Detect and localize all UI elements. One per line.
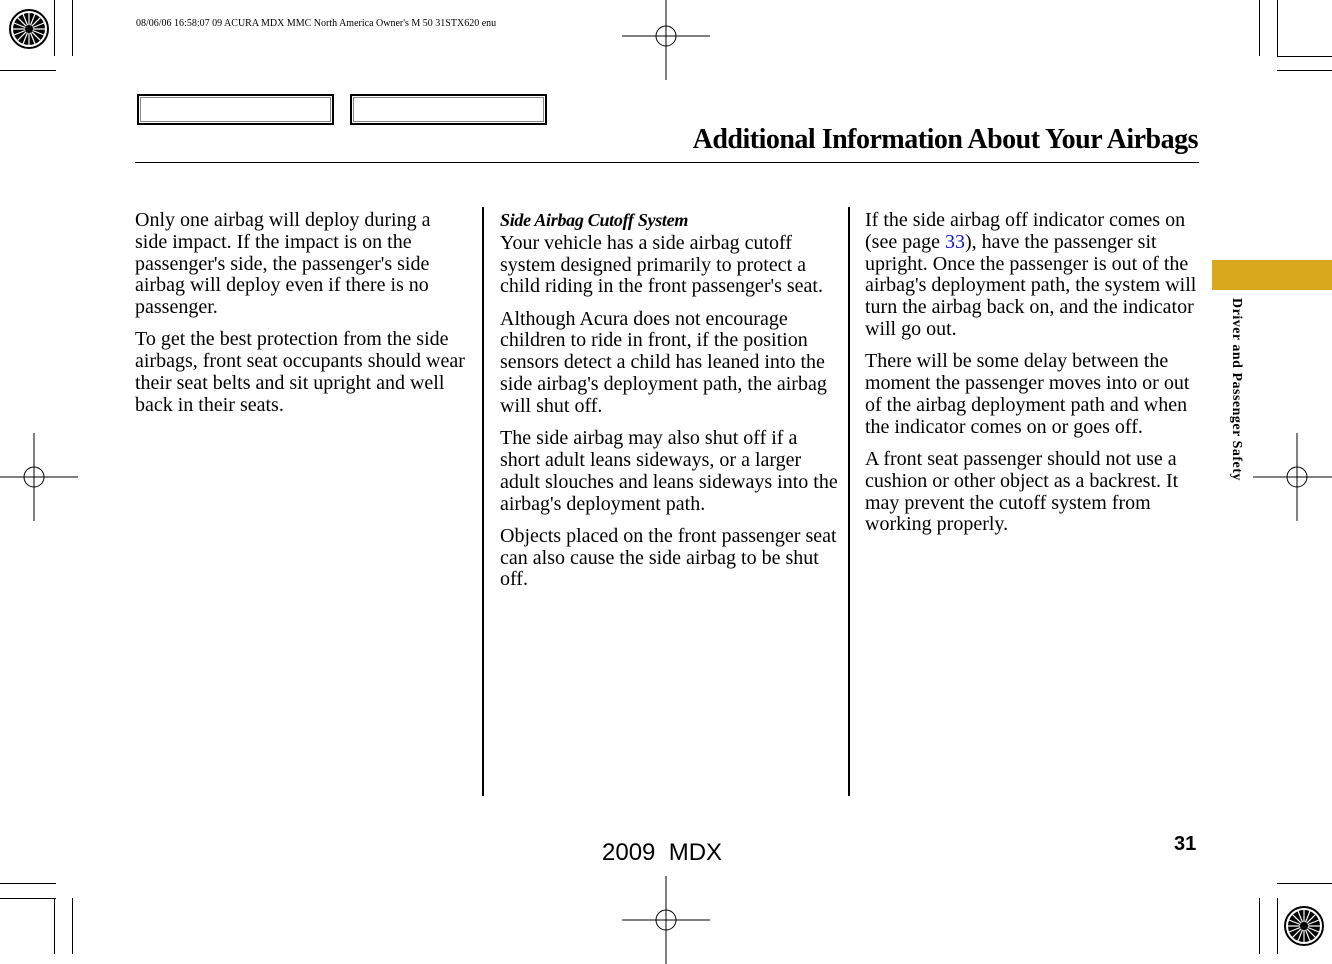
page-title: Additional Information About Your Airbags xyxy=(692,124,1198,155)
column-1 xyxy=(135,210,465,427)
paragraph xyxy=(865,210,1205,341)
crop-mark xyxy=(1277,0,1278,56)
crop-mark xyxy=(1277,898,1278,954)
paragraph: Objects placed on the front passenger seat can also cause the side airbag to be shut off. xyxy=(500,524,837,591)
crop-mark xyxy=(54,0,55,56)
crosshair-icon xyxy=(0,433,78,521)
crop-mark xyxy=(0,898,56,899)
crosshair-icon xyxy=(1253,433,1332,521)
paragraph: To get the best protection from the side airbags, front seat occupants should wear their seat belts and sit upright and well back in their seats. xyxy=(135,328,465,416)
page-number: 31 xyxy=(1174,833,1197,855)
crop-mark xyxy=(54,898,55,954)
crop-mark xyxy=(1277,883,1332,884)
paragraph: Only one airbag will deploy during a side impact. If the impact is on the passenger's side, the passenger's side airbag will deploy even if there is no passenger. xyxy=(135,209,431,319)
page-link[interactable]: 33 xyxy=(944,230,965,253)
section-subheading: Side Airbag Cutoff System xyxy=(500,210,689,230)
section-label: Driver and Passenger Safety xyxy=(1229,298,1244,481)
column-3 xyxy=(865,210,1205,547)
paragraph: The side airbag may also shut off if a short adult leans sideways, or a larger adult slouches and leans sideways into the airbag's deployment path. xyxy=(500,427,838,515)
paragraph: There will be some delay between the moment the passenger moves into or out of the airbag deployment path and when the indicator comes on or goes off. xyxy=(865,350,1190,438)
section-tab[interactable] xyxy=(1212,260,1332,290)
crop-mark xyxy=(1277,70,1332,71)
main-menu-button[interactable] xyxy=(137,94,334,125)
paragraph: Your vehicle has a side airbag cutoff system designed primarily to protect a child riding in the front passenger's seat. xyxy=(500,231,823,298)
paragraph: A front seat passenger should not use a cushion or other object as a backrest. It may prevent the cutoff system from working properly. xyxy=(865,447,1179,536)
crosshair-icon xyxy=(622,876,710,964)
crop-mark xyxy=(72,0,73,56)
column-divider xyxy=(482,207,484,796)
paragraph-text: If the side airbag off indicator comes on (see page xyxy=(865,209,1186,253)
crosshair-icon xyxy=(622,0,710,80)
paragraph: Although Acura does not encourage children to ride in front, if the position sensors detect a child has leaned into the side airbag's deployment path, the airbag will shut off. xyxy=(500,307,827,417)
column-divider xyxy=(848,207,850,796)
crop-mark xyxy=(1259,898,1260,954)
table-of-contents-button[interactable] xyxy=(350,94,547,125)
print-header: 08/06/06 16:58:07 09 ACURA MDX MMC North America Owner's M 50 31STX620 enu xyxy=(136,18,497,29)
registration-sunburst-icon xyxy=(1283,905,1325,947)
column-2 xyxy=(500,210,840,602)
crop-mark xyxy=(1259,0,1260,56)
crop-mark xyxy=(0,70,56,71)
title-rule xyxy=(135,162,1199,163)
footer-model: 2009 MDX xyxy=(602,839,723,866)
crop-mark xyxy=(0,883,56,884)
paragraph-text: ), have the passenger sit upright. Once the passenger is out of the airbag's deployment path, the system will turn the airbag back on, and the indicator will go out. xyxy=(865,230,1197,340)
crop-mark xyxy=(1277,56,1332,57)
crop-mark xyxy=(72,898,73,954)
registration-sunburst-icon xyxy=(8,8,50,50)
